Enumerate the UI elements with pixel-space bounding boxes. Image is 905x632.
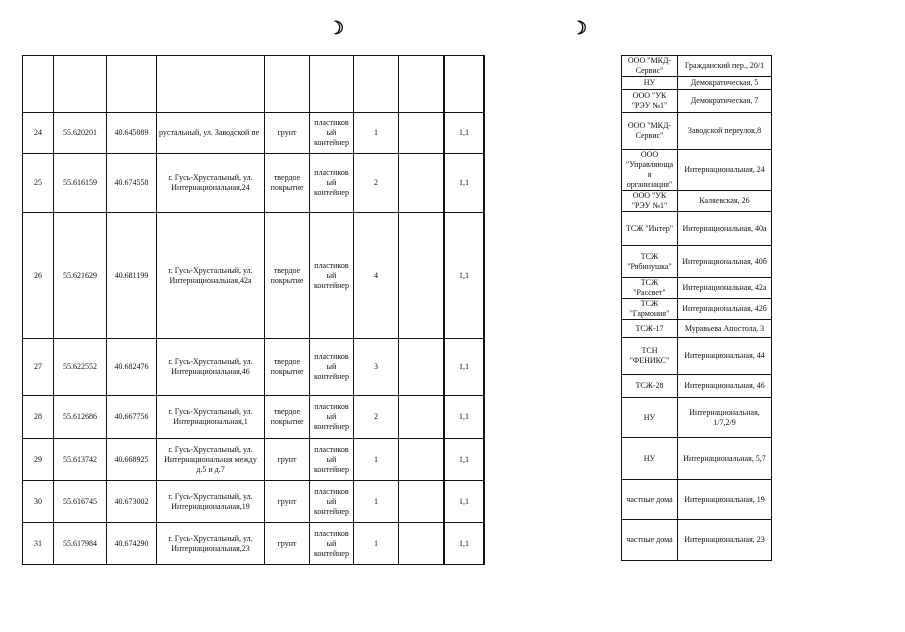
container-count-cell: 1 [354,523,399,565]
latitude-cell: 55.620201 [54,113,107,154]
organization-cell: ООО "МКД-Сервис" [622,56,678,77]
container-type-cell: пластиков ый контейнер [310,481,354,523]
table-row [444,113,485,154]
building-address-cell: Муравьева Апостола, 3 [678,320,772,338]
volume-cell: 1,1 [444,523,485,565]
table-row-continuation [23,56,484,113]
container-count-cell: 3 [354,339,399,396]
table-row [622,299,772,320]
container-type-cell: пластиков ый контейнер [310,213,354,339]
longitude-cell: 40.674290 [107,523,157,565]
address-cell: г. Гусь-Хрустальный, ул. Интернациональная,42а [157,213,265,339]
table-row [444,481,485,523]
table-row [622,520,772,561]
building-address-cell: Интернациональная, 42б [678,299,772,320]
organization-cell: НУ [622,398,678,438]
table-row [622,56,772,77]
latitude-cell: 55.616745 [54,481,107,523]
container-count-cell: 1 [354,481,399,523]
building-address-cell: Интернациональная, 40б [678,246,772,278]
building-address-cell: Каляевская, 26 [678,191,772,212]
blank-cell [399,439,445,481]
longitude-cell: 40.645089 [107,113,157,154]
longitude-cell: 40.682476 [107,339,157,396]
building-address-cell: Интернациональная, 46 [678,375,772,398]
building-address-cell: Интернациональная, 24 [678,150,772,191]
table-row [444,523,485,565]
surface-cell: твердое покрытие [265,213,310,339]
organization-cell: НУ [622,77,678,90]
table-row [622,398,772,438]
container-type-cell: пластиков ый контейнер [310,113,354,154]
building-address-cell: Интернациональная, 1/7,2/9 [678,398,772,438]
surface-cell: грунт [265,439,310,481]
scan-mark-right: ☽ [571,18,588,38]
table-row [23,481,484,523]
table-row [444,339,485,396]
volume-cell: 1,1 [444,113,485,154]
building-address-cell: Интернациональная, 5,7 [678,438,772,480]
volume-cell: 1,1 [444,396,485,439]
organization-cell: ТСЖ "Гармония" [622,299,678,320]
table-row [444,439,485,481]
table-row [622,480,772,520]
surface-cell: грунт [265,523,310,565]
row-number: 25 [23,154,54,213]
address-cell: г. Гусь-Хрустальный, ул. Интернациональная между д.5 и д.7 [157,439,265,481]
row-number: 24 [23,113,54,154]
building-address-cell: Интернациональная, 40а [678,212,772,246]
table-row-continuation [444,56,485,113]
table-row [622,338,772,375]
volume-cell: 1,1 [444,154,485,213]
organization-cell: ООО "Управляюща я организация" [622,150,678,191]
table-row [622,77,772,90]
table-row [622,90,772,113]
blank-cell [399,339,445,396]
organization-cell: ТСЖ "Рассвет" [622,278,678,299]
table-row [622,246,772,278]
surface-cell: твердое покрытие [265,154,310,213]
latitude-cell: 55.622552 [54,339,107,396]
longitude-cell: 40.674558 [107,154,157,213]
building-address-cell: Гражданский пер., 20/1 [678,56,772,77]
container-count-cell: 1 [354,113,399,154]
address-cell: г. Гусь-Хрустальный, ул. Интернациональная,1 [157,396,265,439]
container-type-cell: пластиков ый контейнер [310,154,354,213]
row-number: 31 [23,523,54,565]
latitude-cell: 55.617984 [54,523,107,565]
table-row [23,339,484,396]
scan-mark-left: ☽ [328,18,345,38]
container-count-cell: 2 [354,154,399,213]
longitude-cell: 40.667756 [107,396,157,439]
row-number: 29 [23,439,54,481]
table-row [622,113,772,150]
blank-cell [399,481,445,523]
table-row [23,523,484,565]
table-row [444,154,485,213]
latitude-cell: 55.612686 [54,396,107,439]
blank-cell [399,396,445,439]
blank-cell [399,154,445,213]
volume-cell: 1,1 [444,439,485,481]
volume-cell: 1,1 [444,213,485,339]
container-sites-table [22,55,484,565]
building-address-cell: Интернациональная, 23 [678,520,772,561]
latitude-cell: 55.616159 [54,154,107,213]
organization-cell: НУ [622,438,678,480]
volume-cell: 1,1 [444,481,485,523]
container-type-cell: пластиков ый контейнер [310,396,354,439]
table-row [622,278,772,299]
organization-cell: ТСЖ "Рябинушка" [622,246,678,278]
building-address-cell: Демократическая, 7 [678,90,772,113]
building-address-cell: Демократическая, 5 [678,77,772,90]
container-count-cell: 1 [354,439,399,481]
table-row [23,213,484,339]
address-cell: рустальный, ул. Заводской пе [157,113,265,154]
management-org-table [621,55,772,561]
organization-cell: ТСН "ФЕНИКС" [622,338,678,375]
organization-cell: ООО "МКД-Сервис" [622,113,678,150]
latitude-cell: 55.613742 [54,439,107,481]
organization-cell: ТСЖ-17 [622,320,678,338]
container-type-cell: пластиков ый контейнер [310,523,354,565]
longitude-cell: 40.668925 [107,439,157,481]
address-cell: г. Гусь-Хрустальный, ул. Интернациональная,46 [157,339,265,396]
table-row [622,191,772,212]
table-row [23,113,484,154]
container-count-cell: 2 [354,396,399,439]
latitude-cell: 55.621629 [54,213,107,339]
container-type-cell: пластиков ый контейнер [310,439,354,481]
table-row [23,154,484,213]
surface-cell: твердое покрытие [265,396,310,439]
surface-cell: грунт [265,113,310,154]
blank-cell [399,113,445,154]
table-row [444,396,485,439]
organization-cell: ООО "УК "РЭУ №1" [622,90,678,113]
table-row [23,396,484,439]
blank-cell [399,213,445,339]
longitude-cell: 40.681199 [107,213,157,339]
table-row [622,375,772,398]
longitude-cell: 40.673002 [107,481,157,523]
organization-cell: частные дома [622,520,678,561]
surface-cell: твердое покрытие [265,339,310,396]
building-address-cell: Заводской переулок,8 [678,113,772,150]
row-number: 30 [23,481,54,523]
surface-cell: грунт [265,481,310,523]
container-count-cell: 4 [354,213,399,339]
organization-cell: ТСЖ "Интер" [622,212,678,246]
row-number: 26 [23,213,54,339]
table-row [622,320,772,338]
organization-cell: ТСЖ-28 [622,375,678,398]
table-row [23,439,484,481]
organization-cell: частные дома [622,480,678,520]
organization-cell: ООО "УК "РЭУ №1" [622,191,678,212]
table-row [622,150,772,191]
table-row [622,438,772,480]
building-address-cell: Интернациональная, 42а [678,278,772,299]
row-number: 27 [23,339,54,396]
row-number: 28 [23,396,54,439]
volume-table [443,55,485,565]
building-address-cell: Интернациональная, 19 [678,480,772,520]
volume-cell: 1,1 [444,339,485,396]
container-type-cell: пластиков ый контейнер [310,339,354,396]
building-address-cell: Интернациональная, 44 [678,338,772,375]
table-row [622,212,772,246]
address-cell: г. Гусь-Хрустальный, ул. Интернациональная,24 [157,154,265,213]
address-cell: г. Гусь-Хрустальный, ул. Интернациональная,19 [157,481,265,523]
blank-cell [399,523,445,565]
address-cell: г. Гусь-Хрустальный, ул. Интернациональная,23 [157,523,265,565]
table-row [444,213,485,339]
